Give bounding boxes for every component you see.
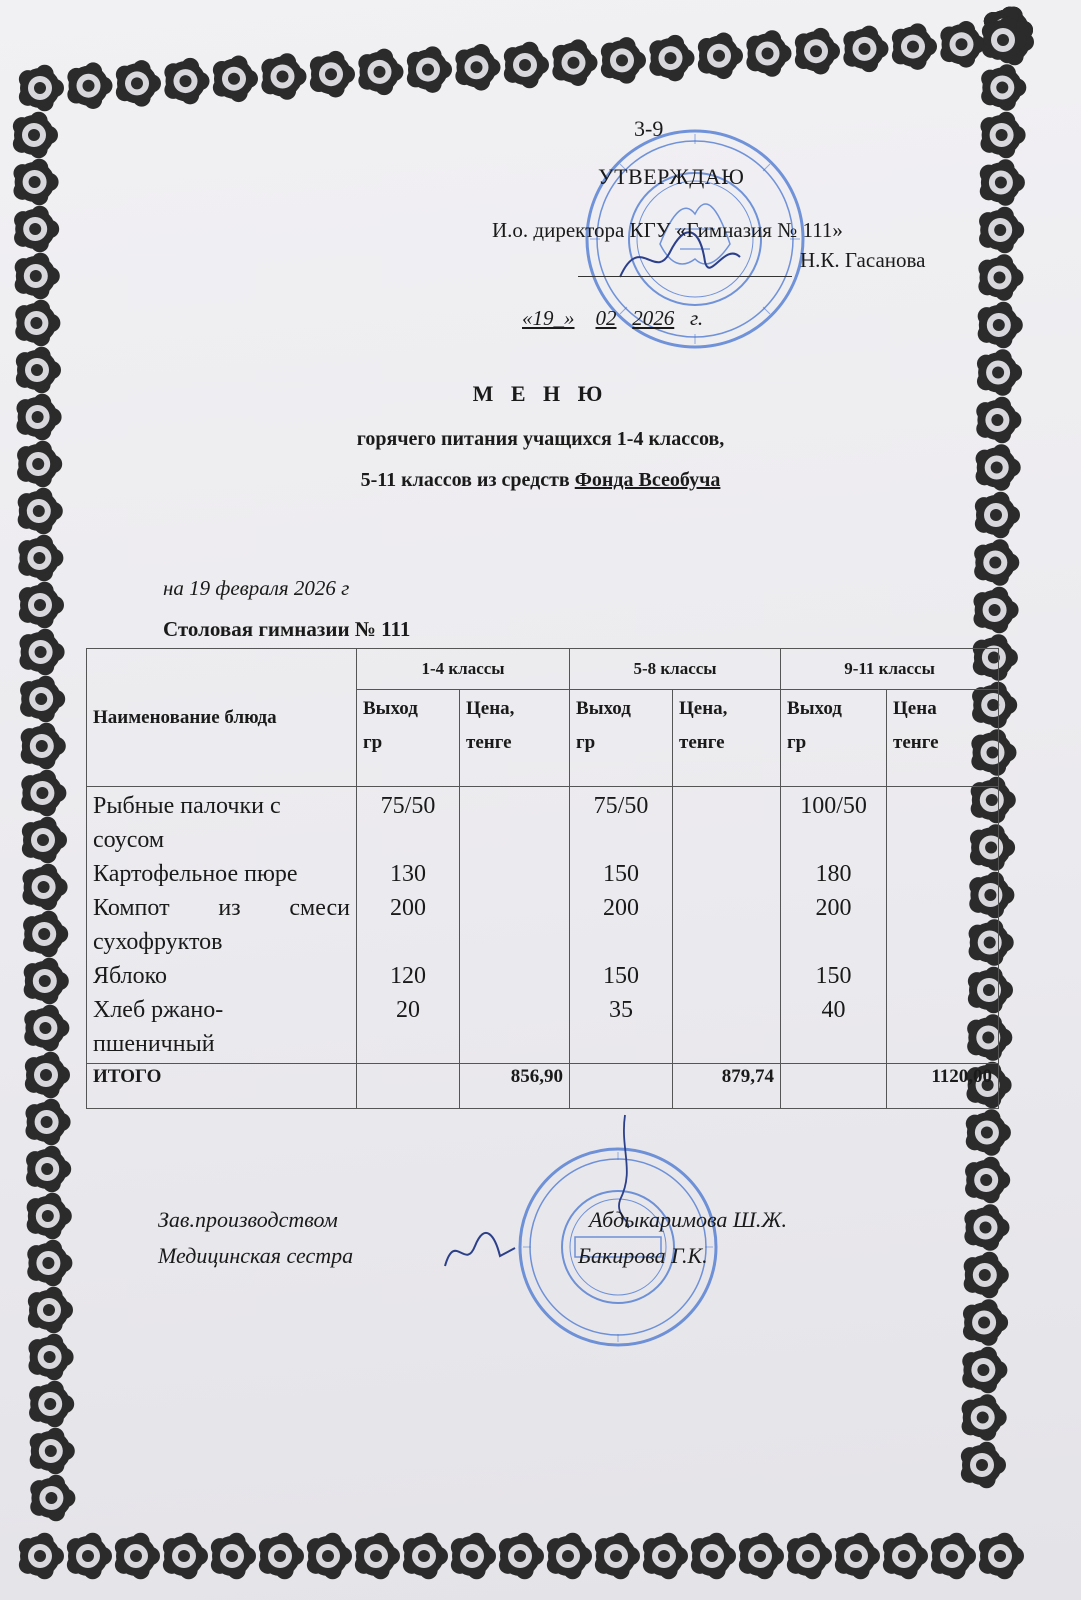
menu-subtitle-1: горячего питания учащихся 1-4 классов, <box>356 428 725 450</box>
name-production-manager: Абдыкаримова Ш.Ж. <box>589 1207 787 1232</box>
output-value: 150 <box>603 861 640 887</box>
dish-name-header: Наименование блюда <box>87 649 357 787</box>
output-value <box>576 823 666 857</box>
total-price-1-4: 856,90 <box>460 1064 570 1109</box>
subheader-line: гр <box>363 732 383 753</box>
dish-word: смеси <box>289 895 350 921</box>
menu-table <box>86 648 999 1109</box>
price-5-8-cell <box>673 787 781 1064</box>
output-value: 150 <box>815 963 852 989</box>
output-value: 100/50 <box>800 793 867 819</box>
total-row <box>87 1064 999 1109</box>
output-1-4-list <box>357 787 460 1064</box>
page-number: 3-9 <box>634 116 664 141</box>
output-value <box>787 1027 880 1061</box>
subheader-line: Выход <box>576 698 631 719</box>
role-production-manager: Зав.производством <box>158 1207 338 1232</box>
output-value: 75/50 <box>380 793 436 819</box>
total-label: ИТОГО <box>87 1064 357 1109</box>
table-row <box>87 787 999 1064</box>
menu-subtitle-2 <box>0 469 1081 492</box>
total-empty <box>781 1064 887 1109</box>
output-value <box>576 925 666 959</box>
dish-word: из <box>218 895 241 921</box>
director-name: Н.К. Гасанова <box>800 248 926 272</box>
output-value: 75/50 <box>593 793 649 819</box>
menu-title: М Е Н Ю <box>472 381 609 406</box>
output-value <box>363 1027 453 1061</box>
approval-date <box>522 306 703 331</box>
output-value: 120 <box>390 963 426 989</box>
group-header: 5-8 классы <box>570 649 781 690</box>
output-value: 150 <box>603 963 640 989</box>
output-9-11-list <box>781 787 887 1064</box>
subheader-line: Выход <box>363 698 418 719</box>
price-header <box>673 690 781 787</box>
output-value <box>787 925 880 959</box>
subheader-line: тенге <box>679 732 725 753</box>
output-value <box>576 1027 666 1061</box>
dish-list <box>87 787 357 1064</box>
output-value: 130 <box>390 861 426 887</box>
subheader-line: тенге <box>466 732 512 753</box>
output-value: 35 <box>609 997 634 1023</box>
fund-name: Фонда Всеобуча <box>574 469 721 491</box>
output-value <box>363 925 453 959</box>
dish-line: сухофруктов <box>93 929 223 955</box>
signature-line <box>578 276 792 277</box>
output-value: 20 <box>396 997 420 1023</box>
output-value: 200 <box>815 895 852 921</box>
date-suffix: г. <box>690 306 704 330</box>
output-5-8-list <box>570 787 673 1064</box>
dish-line: Рыбные палочки с <box>93 793 281 819</box>
output-header <box>781 690 887 787</box>
date-day: «19_» <box>522 306 575 330</box>
dish-word: Компот <box>93 895 170 921</box>
name-nurse: Бакирова Г.К. <box>578 1243 708 1268</box>
group-header: 9-11 классы <box>781 649 999 690</box>
output-value <box>363 823 453 857</box>
menu-date: на 19 февраля 2026 г <box>163 576 350 600</box>
approve-heading: УТВЕРЖДАЮ <box>598 164 745 189</box>
role-nurse: Медицинская сестра <box>158 1243 354 1268</box>
subheader-line: тенге <box>893 732 939 753</box>
dish-line: Яблоко <box>93 963 168 989</box>
subtitle-prefix: 5-11 классов из средств <box>360 469 575 491</box>
group-header: 1-4 классы <box>357 649 570 690</box>
output-header <box>357 690 460 787</box>
date-year: 2026 <box>632 306 675 330</box>
price-header <box>887 690 999 787</box>
output-header <box>570 690 673 787</box>
subheader-line: Цена, <box>679 698 728 719</box>
output-value <box>787 823 880 857</box>
subheader-line: Цена, <box>466 698 515 719</box>
dish-line: соусом <box>93 827 165 853</box>
output-value: 180 <box>815 861 852 887</box>
date-month: 02 <box>595 306 617 330</box>
total-empty <box>570 1064 673 1109</box>
subheader-line: Цена <box>893 698 937 719</box>
output-value: 200 <box>603 895 640 921</box>
dish-line: пшеничный <box>93 1031 215 1057</box>
dish-line <box>93 891 350 925</box>
price-9-11-cell <box>887 787 999 1064</box>
total-empty <box>357 1064 460 1109</box>
table-group-header-row <box>87 649 999 690</box>
director-title: И.о. директора КГУ «Гимназия № 111» <box>492 218 843 242</box>
price-header <box>460 690 570 787</box>
dish-line: Картофельное пюре <box>93 861 298 887</box>
subheader-line: гр <box>576 732 596 753</box>
subheader-line: гр <box>787 732 807 753</box>
output-value: 40 <box>821 997 846 1023</box>
total-price-5-8: 879,74 <box>673 1064 781 1109</box>
canteen-name: Столовая гимназии № 111 <box>163 617 411 641</box>
price-1-4-cell <box>460 787 570 1064</box>
total-price-9-11: 1120,00 <box>887 1064 999 1109</box>
dish-line: Хлеб ржано- <box>93 997 224 1023</box>
subheader-line: Выход <box>787 698 842 719</box>
output-value: 200 <box>390 895 426 921</box>
